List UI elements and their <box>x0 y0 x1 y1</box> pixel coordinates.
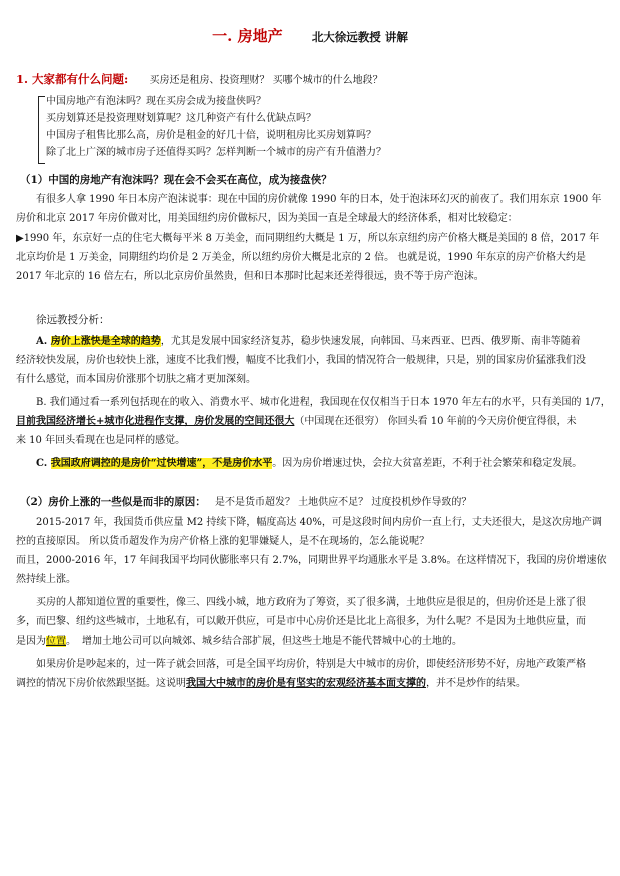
conclusion-underline: 我国大中城市的房价是有坚实的宏观经济基本面支撑的 <box>186 678 426 689</box>
section2-heading-row <box>20 494 471 511</box>
analysis-title: 徐远教授分析： <box>36 314 110 326</box>
location-highlight: 位置 <box>46 636 66 647</box>
conclusion-suffix: ，并不是炒作的结果。 <box>426 678 526 689</box>
analysis-c-prefix: C. <box>36 458 51 469</box>
section1-p1-line2: 房价和北京 2017 年房价做对比，用美国纽约房价做标尺，因为美国一直是全球最大的经济体系，相对比较稳定： <box>16 213 518 224</box>
intro-heading-questions: 买房还是租房、投资理财？ 买哪个城市的什么地段？ <box>149 75 383 86</box>
section1-p2-line3: 2017 年北京的 16 倍左右，所以北京房价虽然贵，但和日本那时比起来还差得很远，贵不等于房产泡沫。 <box>16 271 484 282</box>
analysis-c-highlight: 我国政府调控的是房价“过快增速”，不是房价水平 <box>50 458 273 469</box>
analysis-a-line1 <box>36 334 581 350</box>
analysis-b-rest: （中国现在还很穷） 你回头看 10 年前的今天房价便宜得很，未 <box>294 416 577 427</box>
sub-question-3: 中国房子租售比那么高，房价是租金的好几十倍，说明租房比买房划算吗？ <box>46 130 376 141</box>
section2-line5: 买房的人都知道位置的重要性，像三、四线小城，地方政府为了筹资，买了很多满，土地供应是很足的，但房价还是上涨了很 <box>36 597 586 608</box>
section1-p2-line1: ▶1990 年，东京好一点的住宅大概每平米 8 万美金，而同期纽约大概是 1 万，所以东京纽约房产价格大概是美国的 8 倍，2017 年 <box>16 233 600 244</box>
section2-line3: 而且，2000-2016 年，17 年间我国平均同伙膨胀率只有 2.7%，同期世界平均通胀水平是 3.8%。在这样情况下，我国的房价增速依 <box>16 555 607 566</box>
intro-heading: 1. 大家都有什么问题: <box>16 72 129 86</box>
location-prefix: 是因为 <box>16 636 46 647</box>
section2-line1: 2015-2017 年，我国货币供应量 M2 持续下降，幅度高达 40%，可是这段时间内房价一直上行，丈夫还很大，是这次房地产调 <box>36 517 602 528</box>
sub-questions-bracket <box>38 96 45 164</box>
analysis-b-line2 <box>16 414 577 430</box>
sub-question-4: 除了北上广深的城市房子还值得买吗？怎样判断一个城市的房产有升值潜力？ <box>46 147 386 158</box>
section1-p2-line2: 北京均价是 1 万美金，同期纽约均价是 2 万美金，所以纽约房价大概是北京的 2 倍。 也就是说，1990 年东京的房产价格大约是 <box>16 252 586 263</box>
section2-line7-rest: 增加土地公司可以向城郊、城乡结合部扩展，但这些土地是不能代替城中心的土地的。 <box>82 636 462 647</box>
section1-heading: （1）中国的房地产有泡沫吗？现在会不会买在高位，成为接盘侠？ <box>20 174 332 186</box>
section2-heading-rest: 是不是货币超发？ 土地供应不足？ 过度投机炒作导致的？ <box>215 497 472 508</box>
section2-line6: 多，而巴黎、纽约这些城市，土地私有，可以敞开供应，可是市中心房价还是比北上高很多，为什么呢？不是因为土地供应量，而 <box>16 616 586 627</box>
analysis-c-line <box>36 456 582 472</box>
location-suffix: 。 <box>66 636 76 647</box>
analysis-c-rest: 。因为房价增速过快，会拉大贫富差距，不利于社会繁荣和稳定发展。 <box>272 458 583 469</box>
analysis-b-underline: 目前我国经济增长+城市化进程作支撑，房价发展的空间还很大 <box>16 416 295 427</box>
sub-question-2: 买房划算还是投资理财划算呢？这几种资产有什么优缺点吗？ <box>46 113 316 124</box>
analysis-b-line1: B. 我们通过看一系列包括现在的收入、消费水平、城市化进程，我国现在仅仅相当于日本 1970 年左右的水平，只有美国的 1/7， <box>36 397 611 408</box>
document-title <box>0 24 620 48</box>
analysis-a-line3: 有什么感觉，而本国房价涨那个切肤之痛才更加深刻。 <box>16 374 256 385</box>
title-main: 一. 房地产 <box>212 27 283 45</box>
sub-question-1: 中国房地产有泡沫吗？现在买房会成为接盘侠吗？ <box>46 96 266 107</box>
intro-heading-row <box>16 70 383 89</box>
section1-p1-line1: 有很多人拿 1990 年日本房产泡沫说事：现在中国的房价就像 1990 年的日本，处于泡沫环幻灭的前夜了。我们用东京 1900 年 <box>36 194 602 205</box>
section2-line4: 然持续上涨。 <box>16 574 76 585</box>
section2-line9 <box>16 676 526 692</box>
analysis-b-line3: 来 10 年回头看现在也是同样的感觉。 <box>16 435 186 446</box>
analysis-a-rest: ，尤其是发展中国家经济复苏，稳步快速发展，向韩国、马来西亚、巴西、俄罗斯、南非等随着 <box>160 336 581 347</box>
title-sub: 北大徐远教授 讲解 <box>311 30 408 44</box>
analysis-a-highlight: 房价上涨快是全球的趋势 <box>50 336 161 347</box>
analysis-a-line2: 经济较快发展，房价也较快上涨，速度不比我们慢，幅度不比我们小，我国的情况符合一般规律，只是，别的国家房价猛涨我们没 <box>16 355 586 366</box>
section2-heading: （2）房价上涨的一些似是而非的原因： <box>20 496 206 508</box>
conclusion-prefix: 调控的情况下房价依然跟坚挺。这说明 <box>16 678 186 689</box>
section2-line7 <box>16 634 462 650</box>
analysis-a-prefix: A. <box>36 336 51 347</box>
section2-line8: 如果房价是吵起来的，过一阵子就会回落，可是全国平均房价，特别是大中城市的房价，即使经济形势不好，房地产政策严格 <box>36 659 586 670</box>
section2-line2: 控的直接原因。 所以货币超发作为房产价格上涨的犯罪嫌疑人，是不在现场的，怎么能说呢？ <box>16 536 430 547</box>
